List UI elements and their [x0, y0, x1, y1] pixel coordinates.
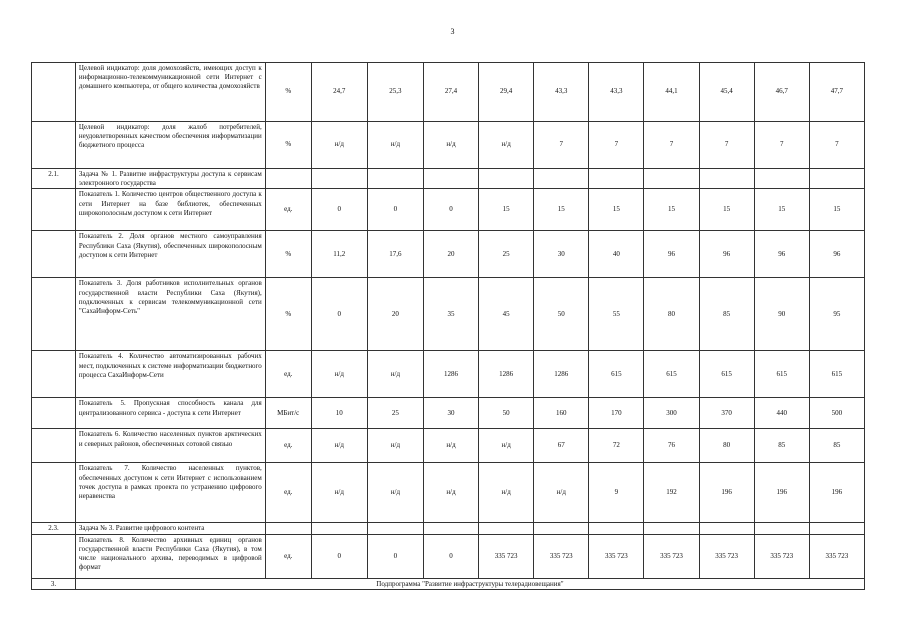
value-cell: 615 — [699, 351, 754, 398]
value-cell: 29,4 — [479, 63, 534, 122]
value-cell: 7 — [754, 122, 809, 169]
value-cell: 30 — [423, 398, 478, 429]
value-cell: 45 — [479, 278, 534, 351]
value-cell: 196 — [699, 463, 754, 523]
subprogram-number-cell: 3. — [32, 578, 76, 589]
value-cell: 615 — [644, 351, 699, 398]
table-row — [32, 278, 865, 351]
value-cell: 335 723 — [589, 534, 644, 578]
value-cell — [699, 169, 754, 189]
value-cell: 7 — [534, 122, 589, 169]
value-cell: 80 — [699, 429, 754, 463]
indicator-description-cell: Показатель 8. Количество архивных единиц органов государственной власти Республики Саха (Якутия), в том числе национального архива, переводимых в цифровой формат — [75, 534, 265, 578]
indicator-description-cell: Целевой индикатор: доля жалоб потребителей, неудовлетворенных качеством обеспечения информатизации бюджетного процесса — [75, 122, 265, 169]
value-cell: 196 — [809, 463, 864, 523]
value-cell: 96 — [809, 231, 864, 278]
value-cell: 46,7 — [754, 63, 809, 122]
value-cell: 67 — [534, 429, 589, 463]
value-cell: н/д — [479, 463, 534, 523]
value-cell: 7 — [589, 122, 644, 169]
value-cell — [367, 169, 423, 189]
indicator-description-cell: Показатель 1. Количество центров общественного доступа к сети Интернет на базе библиотек, обеспеченных широкополосным доступом к сети Интернет — [75, 189, 265, 231]
value-cell: 500 — [809, 398, 864, 429]
value-cell: 335 723 — [479, 534, 534, 578]
unit-cell: % — [265, 278, 311, 351]
value-cell: н/д — [367, 351, 423, 398]
value-cell — [534, 169, 589, 189]
value-cell: 192 — [644, 463, 699, 523]
value-cell: 55 — [589, 278, 644, 351]
value-cell: 27,4 — [423, 63, 478, 122]
unit-cell: МБит/с — [265, 398, 311, 429]
value-cell: н/д — [311, 351, 367, 398]
value-cell: 615 — [754, 351, 809, 398]
unit-cell: ед. — [265, 189, 311, 231]
indicator-description-cell: Задача № 1. Развитие инфраструктуры доступа к сервисам электронного государства — [75, 169, 265, 189]
indicator-description-cell: Показатель 4. Количество автоматизированных рабочих мест, подключенных к системе информатизации бюджетного процесса СахаИнформ-Сети — [75, 351, 265, 398]
value-cell: 30 — [534, 231, 589, 278]
row-number-cell — [32, 189, 76, 231]
table-row — [32, 463, 865, 523]
unit-cell: ед. — [265, 351, 311, 398]
value-cell: 45,4 — [699, 63, 754, 122]
table-row — [32, 189, 865, 231]
value-cell: 20 — [367, 278, 423, 351]
value-cell: н/д — [367, 122, 423, 169]
value-cell — [589, 169, 644, 189]
value-cell — [367, 523, 423, 534]
value-cell — [754, 169, 809, 189]
value-cell: 96 — [644, 231, 699, 278]
indicator-description-cell: Целевой индикатор: доля домохозяйств, имеющих доступ к информационно-телекоммуникационной сети Интернет с домашнего компьютера, от общего количества домохозяйств — [75, 63, 265, 122]
value-cell — [534, 523, 589, 534]
value-cell: 25 — [367, 398, 423, 429]
value-cell: 76 — [644, 429, 699, 463]
value-cell — [699, 523, 754, 534]
unit-cell: ед. — [265, 534, 311, 578]
value-cell: 17,6 — [367, 231, 423, 278]
value-cell — [479, 169, 534, 189]
indicator-description-cell: Показатель 3. Доля работников исполнительных органов государственной власти Республики Саха (Якутия), подключенных к сервисам телекоммуникационной сети "СахаИнформ-Сеть" — [75, 278, 265, 351]
value-cell: 40 — [589, 231, 644, 278]
table-row — [32, 534, 865, 578]
page-number: 3 — [450, 27, 455, 36]
value-cell: 85 — [754, 429, 809, 463]
row-number-cell — [32, 231, 76, 278]
value-cell: 370 — [699, 398, 754, 429]
subprogram-title-cell: Подпрограмма "Развитие инфраструктуры телерадиовещания" — [75, 578, 864, 589]
value-cell: 50 — [534, 278, 589, 351]
row-number-cell — [32, 351, 76, 398]
row-number-cell — [32, 463, 76, 523]
value-cell: н/д — [534, 463, 589, 523]
value-cell: 335 723 — [534, 534, 589, 578]
table-row — [32, 231, 865, 278]
value-cell: 0 — [311, 189, 367, 231]
value-cell: 43,3 — [534, 63, 589, 122]
row-number-cell — [32, 398, 76, 429]
value-cell: 0 — [423, 189, 478, 231]
value-cell: 15 — [534, 189, 589, 231]
value-cell — [311, 169, 367, 189]
row-number-cell — [32, 534, 76, 578]
value-cell: 335 723 — [754, 534, 809, 578]
value-cell: 615 — [589, 351, 644, 398]
value-cell: 25 — [479, 231, 534, 278]
value-cell — [754, 523, 809, 534]
value-cell: 196 — [754, 463, 809, 523]
row-number-cell — [32, 429, 76, 463]
value-cell — [423, 523, 478, 534]
table-row — [32, 63, 865, 122]
table-row — [32, 523, 865, 534]
value-cell: 15 — [644, 189, 699, 231]
value-cell: 160 — [534, 398, 589, 429]
value-cell: 95 — [809, 278, 864, 351]
value-cell: 15 — [754, 189, 809, 231]
indicator-description-cell: Показатель 5. Пропускная способность канала для централизованного сервиса - доступа к сети Интернет — [75, 398, 265, 429]
value-cell — [479, 523, 534, 534]
table-row — [32, 122, 865, 169]
subprogram-row — [32, 578, 865, 589]
row-number-cell — [32, 63, 76, 122]
value-cell — [809, 169, 864, 189]
unit-cell — [265, 169, 311, 189]
value-cell: 615 — [809, 351, 864, 398]
value-cell: 170 — [589, 398, 644, 429]
value-cell: 7 — [809, 122, 864, 169]
value-cell: 47,7 — [809, 63, 864, 122]
value-cell: 50 — [479, 398, 534, 429]
unit-cell: ед. — [265, 463, 311, 523]
value-cell: н/д — [423, 122, 478, 169]
value-cell: н/д — [311, 122, 367, 169]
indicator-description-cell: Показатель 2. Доля органов местного самоуправления Республики Саха (Якутия), обеспеченных широкополосным доступом к сети Интернет — [75, 231, 265, 278]
indicator-description-cell: Показатель 7. Количество населенных пунктов, обеспеченных доступом к сети Интернет с использованием точек доступа в рамках проекта по устранению цифрового неравенства — [75, 463, 265, 523]
value-cell: 25,3 — [367, 63, 423, 122]
value-cell: 15 — [479, 189, 534, 231]
table-row — [32, 398, 865, 429]
value-cell: 43,3 — [589, 63, 644, 122]
indicator-description-cell: Показатель 6. Количество населенных пунктов арктических и северных районов, обеспеченных сотовой связью — [75, 429, 265, 463]
unit-cell — [265, 523, 311, 534]
value-cell: 7 — [644, 122, 699, 169]
value-cell: 72 — [589, 429, 644, 463]
value-cell: 11,2 — [311, 231, 367, 278]
row-number-cell: 2.1. — [32, 169, 76, 189]
value-cell: 90 — [754, 278, 809, 351]
value-cell — [423, 169, 478, 189]
value-cell: 0 — [367, 189, 423, 231]
unit-cell: % — [265, 231, 311, 278]
value-cell: 15 — [699, 189, 754, 231]
value-cell: 85 — [699, 278, 754, 351]
table-row — [32, 169, 865, 189]
indicator-description-cell: Задача № 3. Развитие цифрового контента — [75, 523, 265, 534]
value-cell: 7 — [699, 122, 754, 169]
value-cell: н/д — [479, 429, 534, 463]
value-cell: 0 — [423, 534, 478, 578]
indicator-table — [31, 62, 865, 590]
value-cell: н/д — [479, 122, 534, 169]
value-cell: 15 — [589, 189, 644, 231]
value-cell: 9 — [589, 463, 644, 523]
value-cell: 1286 — [423, 351, 478, 398]
value-cell: 15 — [809, 189, 864, 231]
value-cell — [644, 169, 699, 189]
unit-cell: % — [265, 63, 311, 122]
value-cell: н/д — [367, 429, 423, 463]
value-cell: 335 723 — [699, 534, 754, 578]
unit-cell: % — [265, 122, 311, 169]
value-cell: 24,7 — [311, 63, 367, 122]
value-cell: н/д — [367, 463, 423, 523]
value-cell: н/д — [311, 429, 367, 463]
value-cell: 44,1 — [644, 63, 699, 122]
value-cell: 96 — [754, 231, 809, 278]
value-cell: н/д — [311, 463, 367, 523]
value-cell: 20 — [423, 231, 478, 278]
value-cell — [809, 523, 864, 534]
value-cell: н/д — [423, 429, 478, 463]
row-number-cell — [32, 122, 76, 169]
row-number-cell: 2.3. — [32, 523, 76, 534]
value-cell: 300 — [644, 398, 699, 429]
value-cell: 80 — [644, 278, 699, 351]
value-cell: 335 723 — [644, 534, 699, 578]
value-cell: 96 — [699, 231, 754, 278]
table-row — [32, 429, 865, 463]
unit-cell: ед. — [265, 429, 311, 463]
row-number-cell — [32, 278, 76, 351]
value-cell: 10 — [311, 398, 367, 429]
value-cell: 0 — [311, 278, 367, 351]
value-cell: 0 — [367, 534, 423, 578]
value-cell: н/д — [423, 463, 478, 523]
value-cell — [644, 523, 699, 534]
value-cell: 335 723 — [809, 534, 864, 578]
value-cell: 35 — [423, 278, 478, 351]
table-row — [32, 351, 865, 398]
value-cell: 440 — [754, 398, 809, 429]
value-cell: 1286 — [534, 351, 589, 398]
value-cell: 85 — [809, 429, 864, 463]
value-cell — [311, 523, 367, 534]
value-cell — [589, 523, 644, 534]
value-cell: 0 — [311, 534, 367, 578]
value-cell: 1286 — [479, 351, 534, 398]
